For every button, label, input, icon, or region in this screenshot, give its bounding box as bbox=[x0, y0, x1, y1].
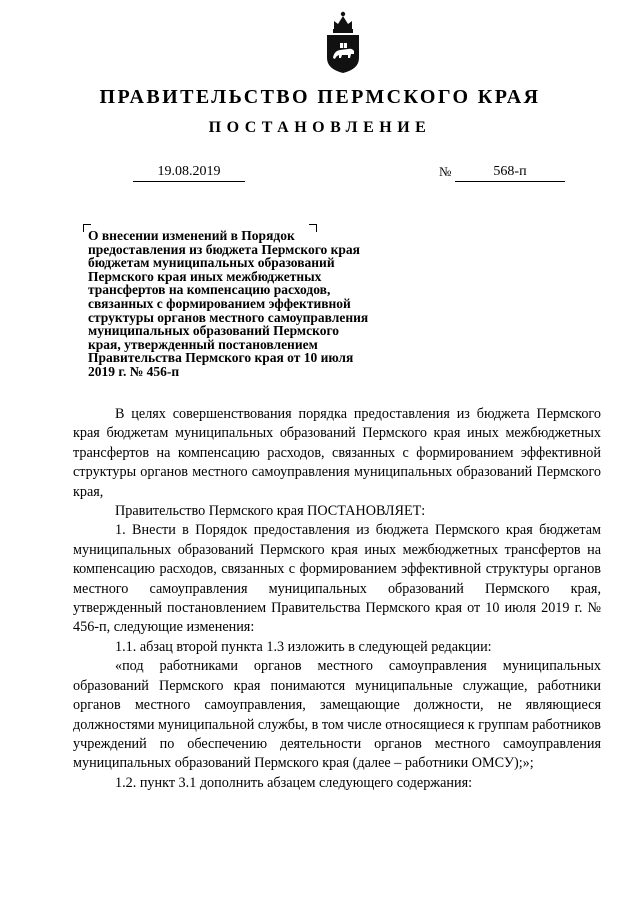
body-paragraph: В целях совершенствования порядка предоставления из бюджета Пермского края бюджетам муниципальных образований Пермского края иных межбюджетных трансфертов на компенсацию расходов, связанных с формированием эффективной структуры органов местного самоуправления муниципальных образований Пермского края, bbox=[73, 406, 601, 500]
government-title: ПРАВИТЕЛЬСТВО ПЕРМСКОГО КРАЯ bbox=[99, 86, 541, 108]
subject-line: О внесении изменений в Порядок bbox=[88, 228, 295, 243]
subject-line: трансфертов на компенсацию расходов, bbox=[88, 282, 331, 298]
subject-line: структуры органов местного самоуправления bbox=[88, 309, 369, 325]
subject-line: бюджетам муниципальных образований bbox=[88, 255, 335, 271]
subject-line: Правительства Пермского края от 10 июля bbox=[88, 350, 354, 366]
body-paragraph: «под работниками органов местного самоуправления муниципальных образований Пермского края понимаются муниципальные служащие, работники органов местного самоуправления, замещающие должности, не являющиеся должностями муниципальной службы, в том числе относящиеся к группам работников учреждений по обеспечению деятельности органов местного самоуправления муниципальных образований Пермского края (далее – работники ОМСУ);»; bbox=[73, 658, 601, 772]
document-number: 568-п bbox=[455, 163, 565, 182]
document-body bbox=[73, 405, 601, 793]
subject-line: 2019 г. № 456-п bbox=[88, 363, 180, 379]
subject-line: связанных с формированием эффективной bbox=[88, 295, 351, 311]
document-date: 19.08.2019 bbox=[133, 163, 245, 182]
body-paragraph: 1. Внести в Порядок предоставления из бюджета Пермского края бюджетам муниципальных образований Пермского края иных межбюджетных трансфертов на компенсацию расходов, связанных с формированием эффективной структуры органов местного самоуправления муниципальных образований Пермского края, утвержденный постановлением Правительства Пермского края от 10 июля 2019 г. № 456-п, следующие изменения: bbox=[73, 522, 601, 636]
document-subject bbox=[88, 229, 418, 379]
number-label: № bbox=[439, 164, 452, 179]
body-paragraph: 1.1. абзац второй пункта 1.3 изложить в следующей редакции: bbox=[115, 638, 492, 655]
perm-krai-coat-of-arms-icon bbox=[323, 8, 363, 74]
subject-line: края, утвержденный постановлением bbox=[88, 336, 318, 352]
subject-line: Пермского края иных межбюджетных bbox=[88, 268, 322, 284]
subject-line: муниципальных образований Пермского bbox=[88, 323, 340, 339]
document-type: ПОСТАНОВЛЕНИЕ bbox=[208, 119, 432, 136]
body-paragraph: Правительство Пермского края ПОСТАНОВЛЯЕТ: bbox=[115, 503, 426, 520]
subject-line: предоставления из бюджета Пермского края bbox=[88, 241, 360, 257]
body-paragraph: 1.2. пункт 3.1 дополнить абзацем следующего содержания: bbox=[115, 774, 473, 791]
